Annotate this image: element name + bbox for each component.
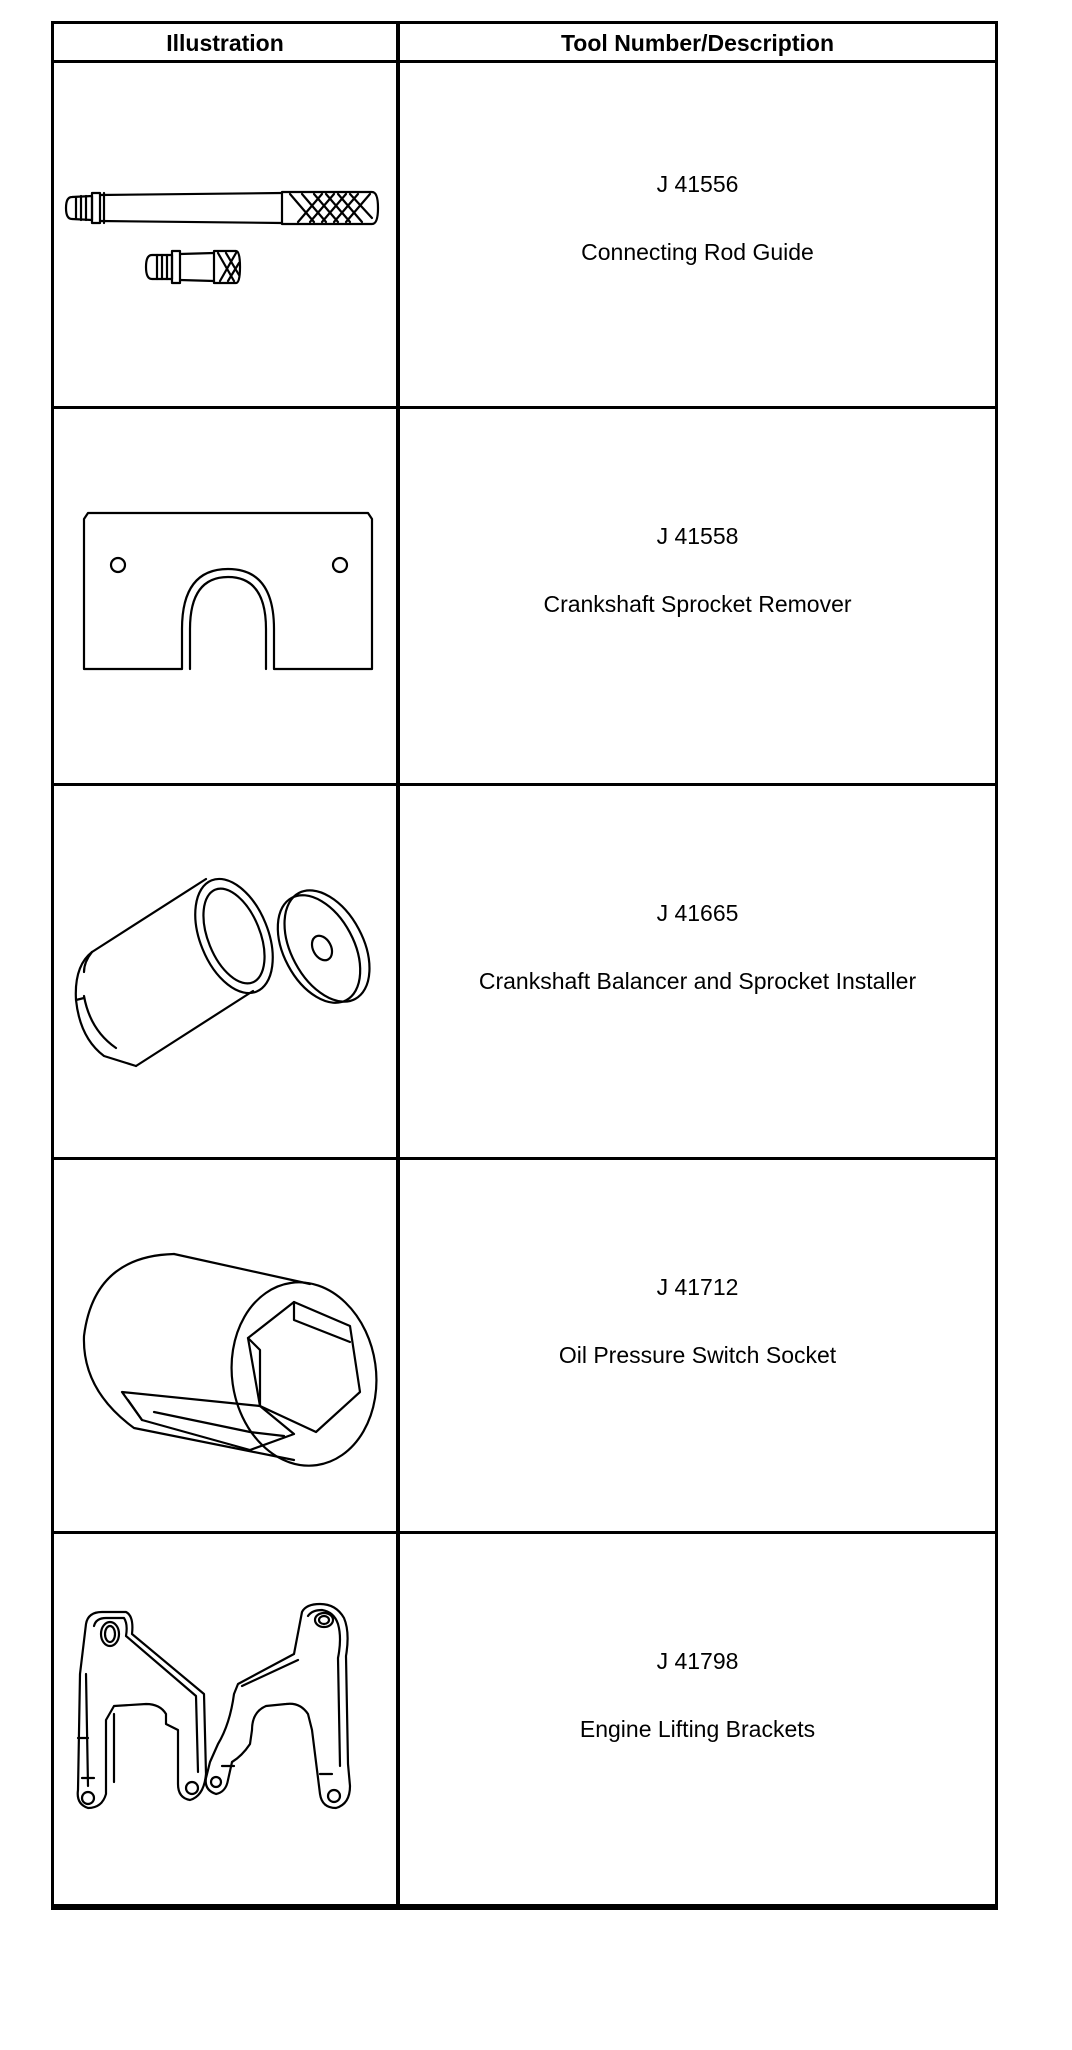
illustration-cell (54, 1534, 396, 1904)
lifting-brackets-icon (54, 1534, 396, 1907)
table-row (54, 63, 995, 409)
illustration-cell (54, 786, 396, 1157)
header-tool-description: Tool Number/Description (560, 30, 835, 56)
tool-description: Engine Lifting Brackets (579, 1716, 816, 1742)
description-cell (400, 409, 995, 783)
column-divider (396, 24, 400, 1907)
tool-number: J 41556 (656, 171, 739, 197)
tool-description: Connecting Rod Guide (581, 239, 814, 265)
tool-number: J 41712 (656, 1274, 739, 1300)
illustration-cell (54, 63, 396, 406)
description-cell (400, 1534, 995, 1904)
tool-number: J 41558 (656, 523, 739, 549)
description-cell (400, 786, 995, 1157)
tool-description: Crankshaft Balancer and Sprocket Installer (478, 968, 917, 994)
description-cell (400, 1160, 995, 1531)
table-row (54, 409, 995, 786)
tool-description: Oil Pressure Switch Socket (558, 1342, 837, 1368)
oil-pressure-socket-icon (54, 1160, 396, 1531)
table-row (54, 786, 995, 1160)
tool-number: J 41798 (656, 1648, 739, 1674)
description-cell (400, 63, 995, 406)
header-illustration: Illustration (166, 30, 284, 56)
tool-number: J 41665 (656, 900, 739, 926)
balancer-installer-icon (54, 786, 396, 1157)
table-row (54, 1160, 995, 1534)
table-row (54, 1534, 995, 1907)
tool-description: Crankshaft Sprocket Remover (543, 591, 852, 617)
illustration-cell (54, 409, 396, 783)
illustration-cell (54, 1160, 396, 1531)
table-header (54, 24, 995, 63)
connecting-rod-guide-icon (54, 63, 396, 406)
tool-table (51, 21, 998, 1910)
sprocket-remover-plate-icon (54, 409, 396, 783)
